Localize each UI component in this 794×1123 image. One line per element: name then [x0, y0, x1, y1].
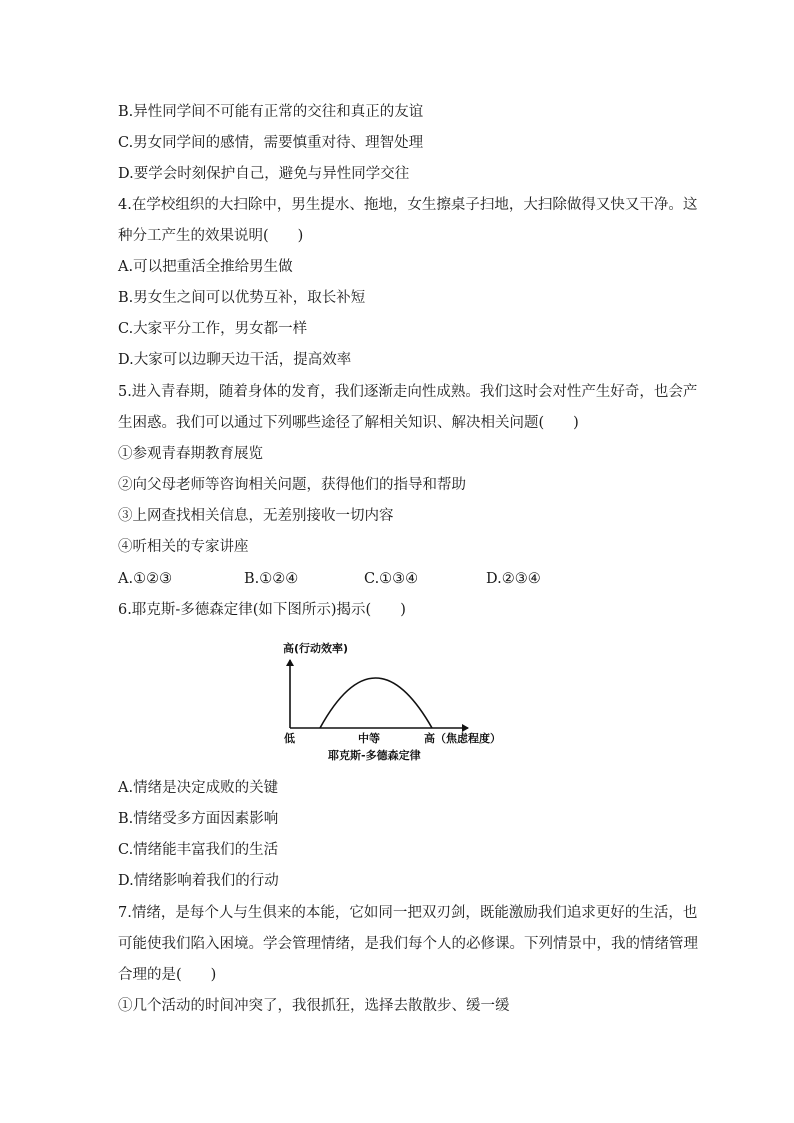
q5-stem-line1: 5.进入青春期，随着身体的发育，我们逐渐走向性成熟。我们这时会对性产生好奇，也会产: [118, 384, 698, 400]
figure-y-axis-label: 高(行动效率): [283, 642, 349, 655]
q5-option-b: B.①②④: [244, 571, 299, 587]
q5-item-4: ④听相关的专家讲座: [118, 539, 249, 555]
q5-item-1: ①参观青春期教育展览: [118, 446, 263, 462]
q6-option-d: D.情绪影响着我们的行动: [118, 873, 279, 889]
q6-option-b: B.情绪受多方面因素影响: [118, 811, 279, 827]
q4-option-a: A.可以把重活全推给男生做: [118, 259, 293, 275]
q4-option-b: B.男女生之间可以优势互补，取长补短: [118, 290, 366, 306]
q5-item-2: ②向父母老师等咨询相关问题，获得他们的指导和帮助: [118, 477, 466, 493]
q3-option-b: B.异性同学间不可能有正常的交往和真正的友谊: [118, 104, 424, 120]
q5-stem-line2: 生困惑。我们可以通过下列哪些途径了解相关知识、解决相关问题( ): [118, 415, 579, 431]
q4-option-c: C.大家平分工作，男女都一样: [118, 321, 308, 337]
q3-option-c: C.男女同学间的感情，需要慎重对待、理智处理: [118, 135, 424, 151]
q5-item-3: ③上网查找相关信息，无差别接收一切内容: [118, 508, 394, 524]
figure-caption: 耶克斯-多德森定律: [328, 749, 421, 762]
q4-stem-line2: 种分工产生的效果说明( ): [118, 228, 304, 244]
q7-item-1: ①几个活动的时间冲突了，我很抓狂，选择去散散步、缓一缓: [118, 998, 510, 1014]
figure-inverted-u-curve: [320, 678, 432, 728]
q5-option-c: C.①③④: [364, 571, 419, 587]
q6-option-c: C.情绪能丰富我们的生活: [118, 842, 279, 858]
yerkes-dodson-figure: [280, 636, 520, 766]
q7-stem-line1: 7.情绪，是每个人与生俱来的本能，它如同一把双刃剑，既能激励我们追求更好的生活，也: [118, 905, 698, 921]
figure-x-low-label: 低: [284, 732, 295, 745]
q5-option-a: A.①②③: [118, 571, 173, 587]
q7-stem-line3: 合理的是( ): [118, 967, 217, 983]
q7-stem-line2: 可能使我们陷入困境。学会管理情绪，是我们每个人的必修课。下列情景中，我的情绪管理: [118, 936, 698, 952]
figure-x-mid-label: 中等: [358, 732, 380, 745]
figure-x-high-label: 高（焦虑程度）: [424, 732, 501, 745]
q4-option-d: D.大家可以边聊天边干活，提高效率: [118, 352, 352, 368]
q4-stem-line1: 4.在学校组织的大扫除中，男生提水、拖地，女生擦桌子扫地，大扫除做得又快又干净。这: [118, 197, 698, 213]
q3-option-d: D.要学会时刻保护自己，避免与异性同学交往: [118, 166, 410, 182]
q5-option-d: D.②③④: [486, 571, 541, 587]
q6-option-a: A.情绪是决定成败的关键: [118, 780, 279, 796]
q6-stem: 6.耶克斯-多德森定律(如下图所示)揭示( ): [118, 602, 406, 618]
